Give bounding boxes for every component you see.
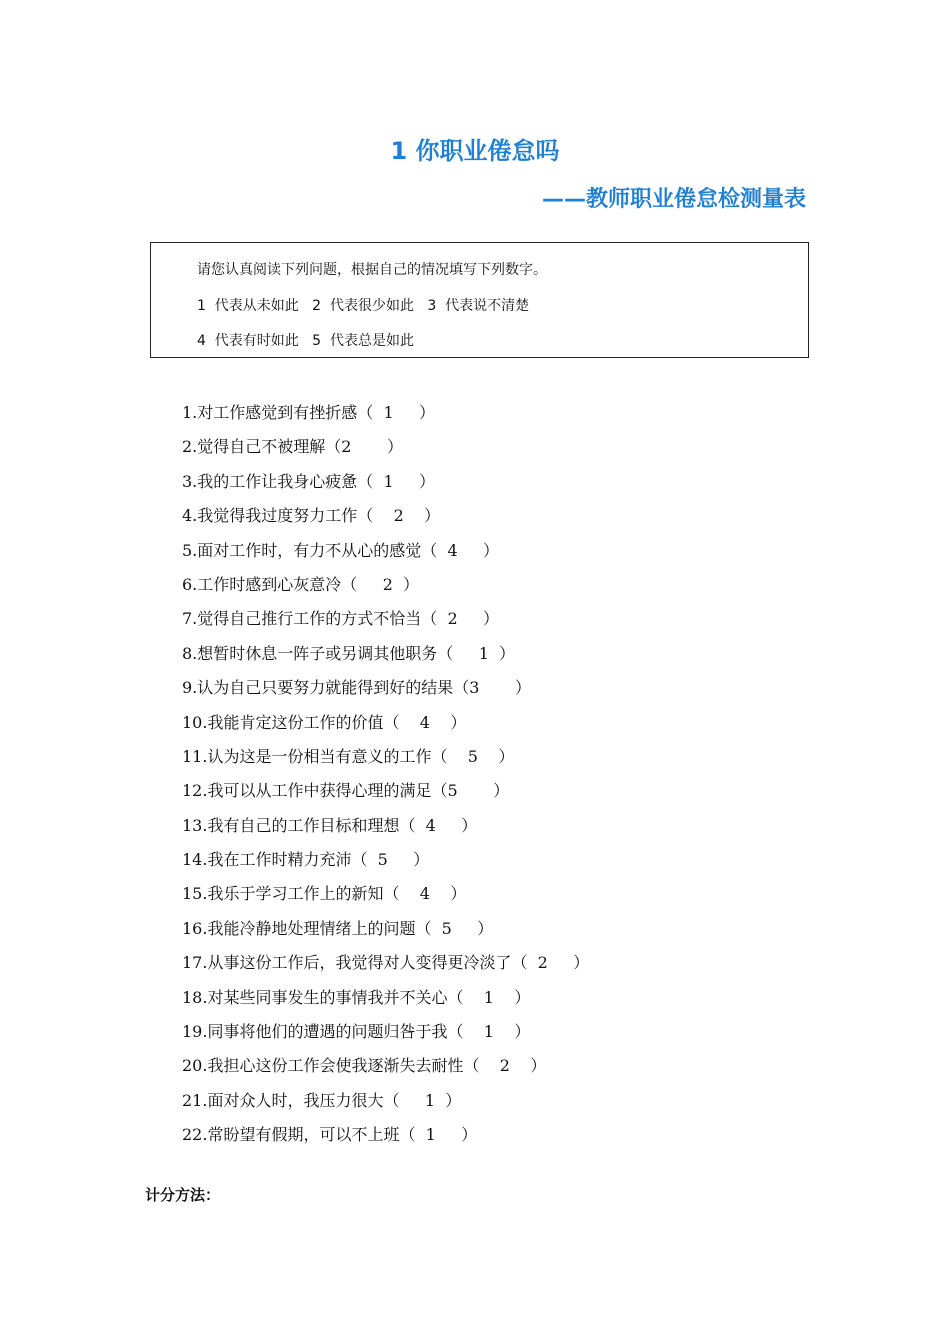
instruction-text: 请您认真阅读下列问题，根据自己的情况填写下列数字。 [197,262,547,278]
question-item: 12.我可以从工作中获得心理的满足（5 ） [182,781,510,801]
rating-legend-line-2: 4 代表有时如此 5 代表总是如此 [197,333,414,349]
question-list [182,396,589,1153]
question-item: 8.想暂时休息一阵子或另调其他职务（ 1 ） [182,643,516,663]
rating-legend-line-1: 1 代表从未如此 2 代表很少如此 3 代表说不清楚 [197,298,530,314]
question-item: 11.认为这是一份相当有意义的工作（ 5 ） [182,746,515,766]
question-item: 17.从事这份工作后，我觉得对人变得更冷淡了（ 2 ） [182,953,590,973]
page-title: 1 你职业倦怠吗 [390,137,560,165]
question-item: 9.认为自己只要努力就能得到好的结果（3 ） [182,678,532,698]
question-item: 2.觉得自己不被理解（2 ） [182,437,404,457]
question-item: 20.我担心这份工作会使我逐渐失去耐性（ 2 ） [182,1056,547,1076]
question-item: 14.我在工作时精力充沛（ 5 ） [182,850,430,870]
scoring-method-heading: 计分方法： [145,1186,221,1204]
question-item: 22.常盼望有假期，可以不上班（ 1 ） [182,1125,478,1145]
question-item: 18.对某些同事发生的事情我并不关心（ 1 ） [182,987,531,1007]
question-item: 7.觉得自己推行工作的方式不恰当（ 2 ） [182,609,500,629]
question-item: 15.我乐于学习工作上的新知（ 4 ） [182,884,467,904]
question-item: 3.我的工作让我身心疲惫（ 1 ） [182,471,436,491]
question-item: 13.我有自己的工作目标和理想（ 4 ） [182,815,478,835]
instruction-box [150,242,809,358]
question-item: 4.我觉得我过度努力工作（ 2 ） [182,506,441,526]
question-item: 16.我能冷静地处理情绪上的问题（ 5 ） [182,918,494,938]
question-item: 5.面对工作时，有力不从心的感觉（ 4 ） [182,540,500,560]
question-item: 6.工作时感到心灰意冷（ 2 ） [182,574,420,594]
question-item: 1.对工作感觉到有挫折感（ 1 ） [182,403,436,422]
page-subtitle: ——教师职业倦怠检测量表 [541,187,806,212]
question-item: 19.同事将他们的遭遇的问题归咎于我（ 1 ） [182,1022,531,1042]
question-item: 21.面对众人时，我压力很大（ 1 ） [182,1090,462,1110]
question-item: 10.我能肯定这份工作的价值（ 4 ） [182,712,467,732]
